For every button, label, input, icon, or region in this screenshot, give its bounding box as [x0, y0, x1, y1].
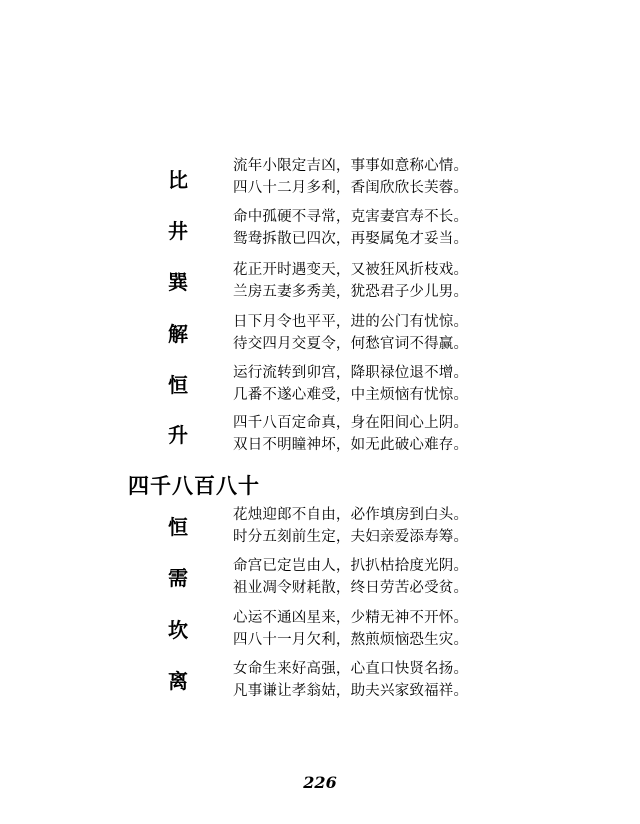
verse-line: 祖业凋令财耗散，终日劳苦必受贫。 — [233, 580, 469, 596]
verse-entry — [0, 657, 640, 707]
verse-line: 四八十二月多利，香闺欣欣长芙蓉。 — [233, 180, 469, 196]
hexagram-name: 恒 — [168, 373, 188, 397]
verse-line: 双日不明瞳神坏，如无此破心难存。 — [233, 437, 469, 453]
verse-entry — [0, 258, 640, 308]
verse-line: 待交四月交夏令，何愁官词不得赢。 — [233, 336, 469, 352]
verse-line: 时分五刻前生定，夫妇亲爱添寿筹。 — [233, 529, 469, 545]
hexagram-name: 井 — [168, 219, 188, 243]
verse-line: 四千八百定命真，身在阳间心上阴。 — [233, 415, 469, 431]
hexagram-name: 恒 — [168, 515, 188, 539]
verse-entry — [0, 154, 640, 204]
verse-entry — [0, 554, 640, 604]
hexagram-name: 需 — [168, 566, 188, 590]
section-heading: 四千八百八十 — [128, 474, 260, 498]
verse-line: 花正开时遇变天，又被狂风折枝戏。 — [233, 262, 469, 278]
verse-line: 日下月令也平平，进的公门有忧惊。 — [233, 314, 469, 330]
hexagram-name: 巽 — [168, 270, 188, 294]
verse-line: 心运不通凶星来，少精无神不开怀。 — [233, 610, 469, 626]
verse-line: 鸳鸯拆散已四次，再娶属兔才妥当。 — [233, 231, 469, 247]
verse-line: 命中孤硬不寻常，克害妻宫寿不长。 — [233, 209, 469, 225]
hexagram-name: 升 — [168, 423, 188, 447]
verse-entry — [0, 411, 640, 461]
hexagram-name: 比 — [168, 168, 188, 192]
verse-line: 四八十一月欠利，熬煎烦恼恐生灾。 — [233, 632, 469, 648]
hexagram-name: 解 — [168, 322, 188, 346]
verse-line: 命宫已定岂由人，扒扒枯拾度光阴。 — [233, 558, 469, 574]
verse-entry — [0, 361, 640, 411]
verse-line: 几番不遂心难受，中主烦恼有忧惊。 — [233, 387, 469, 403]
hexagram-name: 坎 — [168, 618, 188, 642]
verse-line: 花烛迎郎不自由，必作填房到白头。 — [233, 507, 469, 523]
verse-line: 兰房五妻多秀美，犹恐君子少儿男。 — [233, 284, 469, 300]
hexagram-name: 离 — [168, 669, 188, 693]
verse-line: 凡事谦让孝翁姑，助夫兴家致福祥。 — [233, 683, 469, 699]
verse-entry — [0, 606, 640, 656]
verse-entry — [0, 205, 640, 255]
page-number: 226 — [303, 773, 337, 792]
verse-line: 女命生来好高强，心直口快贤名扬。 — [233, 661, 469, 677]
verse-entry — [0, 310, 640, 360]
verse-line: 运行流转到卯宫，降职禄位退不增。 — [233, 365, 469, 381]
verse-line: 流年小限定吉凶，事事如意称心情。 — [233, 158, 469, 174]
verse-entry — [0, 503, 640, 553]
